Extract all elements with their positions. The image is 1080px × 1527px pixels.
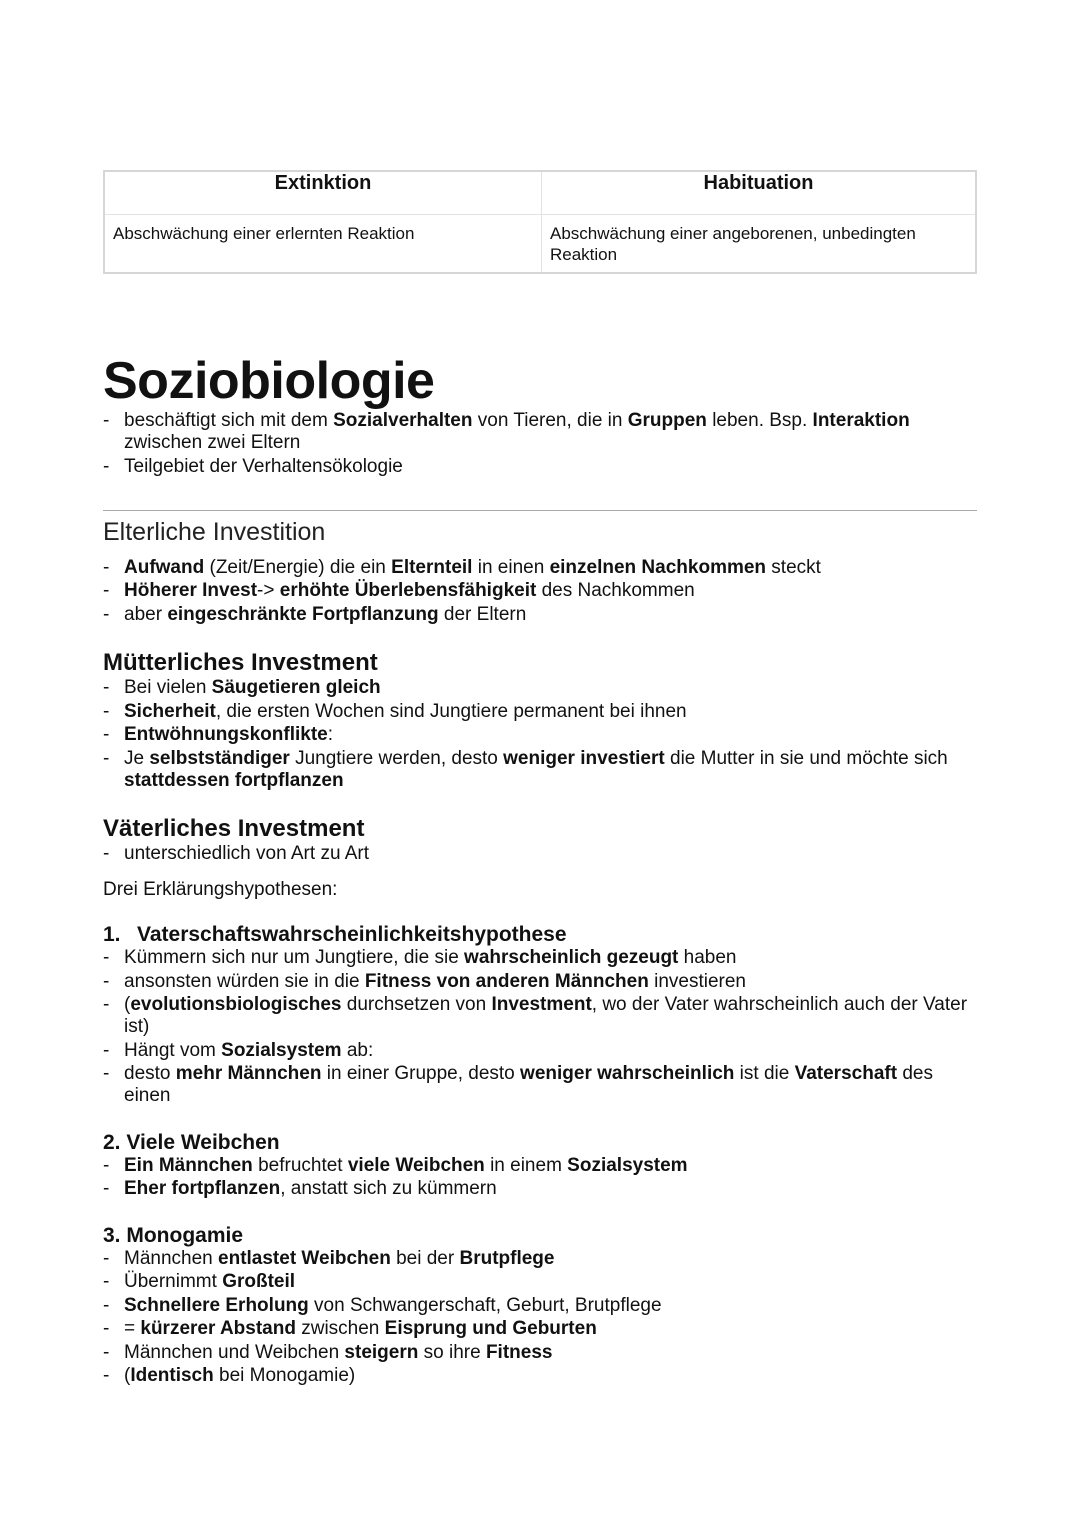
list-item: - Teilgebiet der Verhaltensökologie — [103, 456, 977, 478]
table-header-extinktion: Extinktion — [104, 171, 542, 215]
hypothesis-2-heading: 2. Viele Weibchen — [103, 1130, 280, 1154]
document-page — [103, 170, 977, 1389]
list-item: - Männchen und Weibchen steigern so ihre Fitness — [103, 1342, 977, 1364]
parental-list — [103, 557, 977, 626]
list-item: - ansonsten würden sie in die Fitness von anderen Männchen investieren — [103, 971, 977, 993]
list-item: - Sicherheit, die ersten Wochen sind Jungtiere permanent bei ihnen — [103, 701, 977, 723]
list-item: - Entwöhnungskonflikte: — [103, 724, 977, 746]
list-item: - Hängt vom Sozialsystem ab: — [103, 1040, 977, 1062]
list-item: - Eher fortpflanzen, anstatt sich zu kümmern — [103, 1178, 977, 1200]
section-heading-vaeterliches-investment: Väterliches Investment — [103, 815, 365, 842]
section-heading-elterliche-investition: Elterliche Investition — [103, 517, 326, 546]
table-header-habituation: Habituation — [542, 171, 977, 215]
list-item: - Ein Männchen befruchtet viele Weibchen in einem Sozialsystem — [103, 1155, 977, 1177]
list-item: - aber eingeschränkte Fortpflanzung der Eltern — [103, 604, 977, 626]
list-item: - Bei vielen Säugetieren gleich — [103, 677, 977, 699]
list-item: - Aufwand (Zeit/Energie) die ein Elternteil in einen einzelnen Nachkommen steckt — [103, 557, 977, 579]
hypothesis-3-heading: 3. Monogamie — [103, 1223, 244, 1247]
table-cell-extinktion: Abschwächung einer erlernten Reaktion — [104, 215, 542, 274]
table-header-row — [104, 171, 976, 215]
table-cell-habituation: Abschwächung einer angeborenen, unbedingten Reaktion — [542, 215, 977, 274]
list-item: - Übernimmt Großteil — [103, 1271, 977, 1293]
hypothesis-3-list — [103, 1248, 977, 1388]
list-item: - Männchen entlastet Weibchen bei der Brutpflege — [103, 1248, 977, 1270]
list-item: - = kürzerer Abstand zwischen Eisprung und Geburten — [103, 1318, 977, 1340]
hypothesis-1-heading: 1. Vaterschaftswahrscheinlichkeitshypothese — [103, 923, 567, 946]
paternal-list — [103, 843, 977, 865]
list-item: - (evolutionsbiologisches durchsetzen von Investment, wo der Vater wahrscheinlich auch der Vater ist) — [103, 994, 977, 1038]
maternal-list — [103, 677, 977, 792]
hypothesis-1-list — [103, 947, 977, 1107]
list-item: - unterschiedlich von Art zu Art — [103, 843, 977, 865]
comparison-table — [103, 170, 977, 274]
intro-list — [103, 410, 977, 478]
list-item: - Schnellere Erholung von Schwangerschaft, Geburt, Brutpflege — [103, 1295, 977, 1317]
list-item: - beschäftigt sich mit dem Sozialverhalten von Tieren, die in Gruppen leben. Bsp. Interaktion zwischen zwei Eltern — [103, 410, 977, 454]
section-heading-muetterliches-investment: Mütterliches Investment — [103, 649, 378, 676]
table-row — [104, 215, 976, 274]
hypotheses-intro: Drei Erklärungshypothesen: — [103, 879, 338, 900]
list-item: - Höherer Invest-> erhöhte Überlebensfähigkeit des Nachkommen — [103, 580, 977, 602]
hypothesis-2-list — [103, 1155, 977, 1201]
horizontal-divider — [103, 510, 977, 511]
page-title: Soziobiologie — [103, 352, 435, 410]
list-item: - Kümmern sich nur um Jungtiere, die sie wahrscheinlich gezeugt haben — [103, 947, 977, 969]
list-item: - (Identisch bei Monogamie) — [103, 1365, 977, 1387]
list-item: - desto mehr Männchen in einer Gruppe, desto weniger wahrscheinlich ist die Vaterschaft des einen — [103, 1063, 977, 1107]
list-item: - Je selbstständiger Jungtiere werden, desto weniger investiert die Mutter in sie und möchte sich stattdessen fortpflanzen — [103, 748, 977, 792]
